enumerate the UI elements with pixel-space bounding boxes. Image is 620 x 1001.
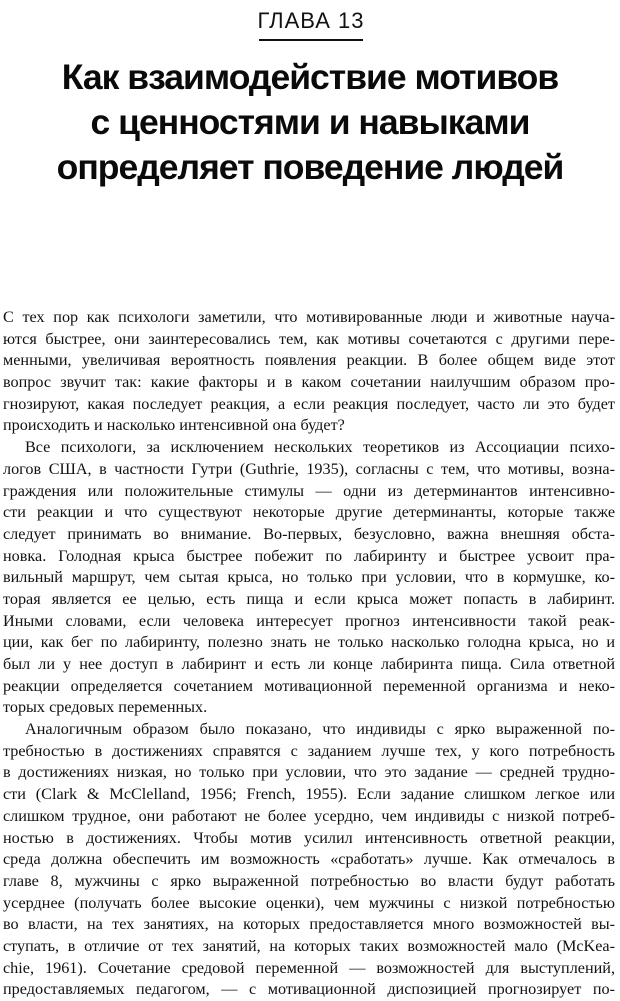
- chapter-label-box: [259, 3, 363, 41]
- text-line: во власти, на тех занятиях, на которых предоставляется много возможностей вы-: [3, 915, 615, 934]
- text-line: происходить и насколько интенсивной она будет?: [3, 416, 345, 435]
- chapter-title-line: определяет поведение людей: [56, 147, 564, 187]
- text-line: торых средовых переменных.: [3, 698, 208, 717]
- text-line: среда должна обеспечить им возможность «сработать» лучше. Как отмечалось в: [3, 850, 615, 869]
- text-line: граждения или положительные стимулы — одни из детерминантов интенсивно-: [3, 481, 615, 500]
- text-line: следует принимать во внимание. Во-первых, безусловно, важна внешняя обста-: [3, 524, 615, 543]
- body-text: [3, 307, 615, 1001]
- chapter-title-line: Как взаимодействие мотивов: [61, 57, 559, 97]
- text-line: усерднее (получать более высокие оценки), чем мужчины с низкой потребностью: [3, 893, 615, 912]
- text-line: требностью в достижениях справятся с заданием лучше тех, у кого потребность: [3, 741, 615, 760]
- chapter-title-line: с ценностями и навыками: [90, 102, 530, 142]
- text-line: был ли у нее доступ в лабиринт и есть ли конце лабиринта пища. Сила ответной: [3, 655, 615, 673]
- text-line: новка. Голодная крыса быстрее побежит по лабиринту и быстрее усвоит пра-: [3, 546, 615, 565]
- text-line: С тех пор как психологи заметили, что мотивированные люди и животные научa-: [3, 308, 615, 326]
- text-line: сти реакции и что существуют некоторые другие детерминанты, которые также: [3, 503, 615, 522]
- text-line: менными, увеличивая вероятность появления реакции. В более общем виде этот: [3, 351, 615, 370]
- paragraph-2: [3, 437, 615, 719]
- text-line: вопрос звучит так: какие факторы и в каком сочетании наилучшим образом про-: [3, 373, 615, 392]
- text-line: главе 8, мужчины с ярко выраженной потребностью во власти будут работать: [3, 871, 615, 890]
- text-line: ступать, в отличие от тех занятий, на которых таких возможностей мало (McKea-: [3, 936, 615, 955]
- text-line: слишком трудное, они работают не более усердно, чем индивиды с низкой потреб-: [3, 806, 615, 825]
- text-line: Аналогичным образом было показано, что индивиды с ярко выраженной по-: [25, 720, 615, 739]
- text-line: ностью в достижениях. Чтобы мотив усилил интенсивность ответной реакции,: [3, 828, 615, 847]
- paragraph-1: [3, 307, 615, 437]
- text-line: предоставляемых педагогом, — с мотивационной диспозицией прогнозирует по-: [3, 980, 615, 999]
- text-line: торая является ее целью, есть пища и если крыса может попасть в лабиринт.: [3, 589, 615, 608]
- text-line: реакции определяется сочетанием мотивационной переменной организма и неко-: [3, 676, 615, 695]
- chapter-title: [0, 55, 620, 190]
- paragraph-3: [3, 719, 615, 1001]
- text-line: сти (Clark & McClelland, 1956; French, 1955). Если задание слишком легкое или: [3, 785, 615, 804]
- text-line: вильный маршрут, чем сытая крыса, но только при условии, что в кормушке, ко-: [3, 568, 615, 587]
- text-line: Все психологи, за исключением нескольких теоретиков из Ассоциации психо-: [25, 438, 615, 457]
- text-line: ции, как бег по лабиринту, полезно знать не только насколько голодна крыса, но и: [3, 633, 615, 652]
- text-line: логов США, в частности Гутри (Guthrie, 1935), согласны с тем, что мотивы, возна-: [3, 459, 615, 478]
- text-line: ются быстрее, они заинтересовались тем, как мотивы сочетаются с другими пере-: [3, 329, 615, 348]
- text-line: гнозируют, какая последует реакция, а если реакция последует, часто ли это будет: [3, 394, 615, 413]
- chapter-label: ГЛАВА 13: [257, 8, 365, 33]
- text-line: Иными словами, если человека интересует прогноз интенсивности такой реак-: [3, 611, 615, 630]
- text-line: в достижениях низкая, но только при условии, что это задание — средней трудно-: [3, 763, 615, 782]
- text-line: chie, 1961). Сочетание средовой переменной — возможностей для выступлений,: [3, 958, 615, 977]
